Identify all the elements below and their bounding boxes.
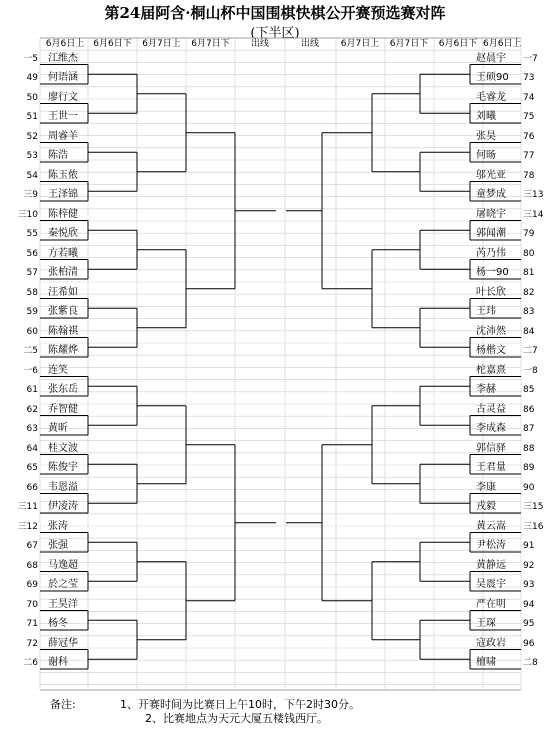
left-header-2: 6月7日上	[142, 39, 181, 49]
left-player-name: 陈梓健	[48, 208, 78, 220]
left-seed: 51	[26, 112, 38, 122]
left-seed: 59	[26, 307, 38, 317]
left-header-3: 6月7日下	[191, 39, 230, 49]
left-player-name: 方若曦	[48, 247, 78, 259]
right-player-name: 柁嘉熹	[476, 364, 506, 376]
left-player-name: 伊凌涛	[48, 501, 78, 512]
right-player-name: 屠晓宇	[476, 208, 506, 220]
left-seed: 69	[26, 580, 38, 590]
right-seed: 95	[523, 619, 535, 629]
left-seed: 三11	[17, 502, 38, 512]
right-player-name: 吴震宇	[476, 579, 506, 590]
right-seed: 83	[523, 307, 535, 317]
left-seed: 二6	[23, 658, 38, 668]
left-player-name: 乔智健	[48, 403, 78, 415]
left-player-name: 於之莹	[48, 579, 78, 590]
right-seed: 三14	[523, 209, 544, 220]
left-header-0: 6月6日上	[45, 39, 85, 49]
left-seed: 65	[26, 463, 38, 473]
left-seed: 56	[26, 248, 38, 259]
left-seed: 三10	[17, 209, 38, 220]
left-player-name: 张涛	[48, 520, 68, 532]
left-player-name: 桂文波	[48, 442, 78, 454]
right-player-name: 郭闻潮	[476, 228, 506, 239]
right-seed: 91	[523, 541, 535, 551]
left-player-name: 王世一	[48, 111, 78, 122]
right-header-4: 6月6日上	[483, 39, 522, 49]
left-player-name: 连笑	[48, 364, 68, 376]
right-player-name: 尹松涛	[476, 540, 506, 551]
right-player-name: 王玮	[476, 306, 496, 317]
right-seed: 94	[523, 599, 535, 610]
left-seed: 67	[26, 541, 38, 551]
right-player-name: 寇政岩	[476, 637, 506, 649]
right-seed: 76	[523, 131, 535, 142]
page-title: 第24届阿含·桐山杯中国围棋快棋公开赛预选赛对阵	[104, 4, 446, 22]
right-seed: 82	[523, 287, 535, 298]
left-seed: 60	[26, 326, 38, 337]
left-seed: 一5	[23, 53, 38, 64]
left-player-name: 杨冬	[48, 618, 68, 629]
right-player-name: 童梦成	[476, 189, 506, 200]
right-player-name: 王君量	[476, 462, 506, 473]
left-seed: 52	[26, 131, 38, 142]
right-seed: 86	[523, 404, 535, 415]
left-seed: 二5	[23, 346, 38, 356]
left-player-name: 陈翰祺	[48, 325, 78, 337]
right-seed: 73	[523, 73, 535, 83]
right-header-0: 出线	[300, 39, 319, 49]
right-seed: 87	[523, 424, 535, 434]
right-player-name: 严在明	[476, 598, 506, 610]
left-player-name: 谢科	[48, 657, 68, 668]
right-seed: 79	[523, 229, 535, 239]
left-seed: 62	[26, 404, 38, 415]
right-seed: 90	[523, 482, 535, 493]
right-player-name: 李康	[476, 481, 496, 493]
left-seed: 66	[26, 482, 38, 493]
right-player-name: 何旸	[476, 150, 496, 161]
right-player-name: 沈沛然	[476, 325, 506, 337]
right-seed: 三16	[523, 521, 544, 532]
right-header-3: 6月6日下	[438, 39, 478, 49]
left-seed: 54	[26, 170, 38, 181]
notes-label: 备注:	[50, 698, 76, 711]
left-seed: 72	[26, 638, 38, 649]
left-player-name: 秦悦欣	[48, 228, 78, 239]
right-seed: 93	[523, 580, 535, 590]
left-player-name: 陈浩	[48, 150, 68, 161]
right-player-name: 邬光亚	[476, 169, 506, 181]
left-player-name: 周睿羊	[48, 130, 78, 142]
left-seed: 58	[26, 287, 38, 298]
right-seed: 78	[523, 170, 535, 181]
left-seed: 49	[26, 73, 38, 83]
left-player-name: 陈玉侬	[48, 169, 78, 181]
left-player-name: 马逸超	[48, 559, 78, 571]
left-player-name: 张柏清	[48, 267, 78, 278]
right-player-name: 李成森	[476, 423, 506, 434]
left-seed: 55	[26, 229, 38, 239]
right-player-name: 檀啸	[476, 657, 496, 668]
left-player-name: 陈耀烨	[48, 345, 78, 356]
right-player-name: 古灵益	[476, 403, 506, 415]
right-seed: 75	[523, 112, 535, 122]
right-player-name: 黄静远	[476, 559, 506, 571]
right-seed: 三13	[523, 190, 544, 200]
right-seed: 一7	[523, 53, 538, 64]
right-player-name: 杨一90	[476, 267, 509, 278]
left-player-name: 王泽锦	[48, 189, 78, 200]
left-player-name: 陈俊宇	[48, 462, 78, 473]
left-player-name: 汪希如	[48, 286, 78, 298]
left-player-name: 薛冠华	[48, 637, 78, 649]
left-seed: 63	[26, 424, 38, 434]
left-player-name: 王昊洋	[48, 598, 78, 610]
left-seed: 53	[26, 151, 38, 161]
left-seed: 71	[26, 619, 38, 629]
right-player-name: 芮乃伟	[476, 247, 506, 259]
right-seed: 88	[523, 443, 535, 454]
right-player-name: 王硕90	[476, 72, 509, 83]
left-seed: 70	[26, 599, 38, 610]
left-player-name: 张紫良	[48, 306, 78, 317]
right-player-name: 毛睿龙	[476, 91, 506, 103]
left-seed: 68	[26, 560, 38, 571]
right-seed: 80	[523, 248, 535, 259]
notes-line-1: 1、开赛时间为比赛日上午10时，下午2时30分。	[120, 698, 360, 711]
left-seed: 一6	[23, 365, 38, 376]
left-player-name: 廖行文	[48, 91, 78, 103]
left-seed: 三9	[23, 190, 38, 200]
right-seed: 77	[523, 151, 535, 161]
right-seed: 92	[523, 560, 535, 571]
notes-line-2: 2、比赛地点为天元大厦五楼钱西厅。	[145, 712, 328, 725]
right-seed: 85	[523, 385, 535, 395]
right-player-name: 赵晨宇	[476, 52, 506, 64]
right-player-name: 李赫	[476, 384, 496, 395]
right-seed: 三15	[523, 502, 544, 512]
right-seed: 81	[523, 268, 535, 278]
right-player-name: 戎毅	[476, 501, 496, 512]
right-seed: 74	[523, 92, 535, 103]
left-player-name: 韦恩溢	[48, 481, 78, 493]
right-player-name: 王琛	[476, 618, 496, 629]
left-player-name: 何语涵	[48, 72, 78, 83]
right-player-name: 刘曦	[476, 111, 496, 122]
right-seed: 84	[523, 326, 535, 337]
left-player-name: 黄昕	[48, 423, 68, 434]
left-seed: 61	[26, 385, 38, 395]
left-seed: 50	[26, 92, 38, 103]
left-player-name: 张强	[48, 540, 68, 551]
right-seed: 96	[523, 638, 535, 649]
left-seed: 64	[26, 443, 38, 454]
right-header-2: 6月7日下	[389, 39, 429, 49]
right-header-1: 6月7日上	[340, 39, 380, 49]
right-seed: 二7	[523, 346, 538, 356]
right-seed: 一8	[523, 365, 538, 376]
right-player-name: 杨楷文	[476, 345, 506, 356]
page-subtitle: (下半区)	[250, 26, 300, 41]
left-header-4: 出线	[250, 39, 269, 49]
right-player-name: 叶长欣	[476, 286, 506, 298]
left-player-name: 张东岳	[48, 384, 78, 395]
left-seed: 57	[26, 268, 38, 278]
right-seed: 89	[523, 463, 535, 473]
left-header-1: 6月6日下	[93, 39, 132, 49]
right-seed: 二8	[523, 658, 538, 668]
right-player-name: 张昊	[476, 130, 496, 142]
right-player-name: 郭信驿	[476, 442, 506, 454]
left-seed: 三12	[17, 521, 38, 532]
left-player-name: 江维杰	[48, 52, 78, 64]
right-player-name: 黄云嵩	[476, 520, 506, 532]
